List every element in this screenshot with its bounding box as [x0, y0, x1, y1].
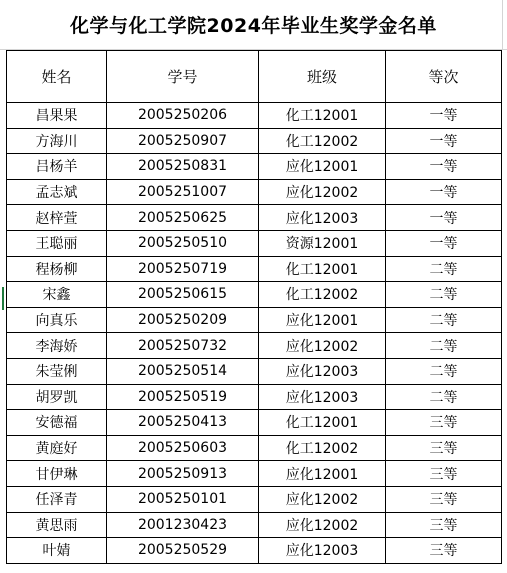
- cell-class[interactable]: 化工12002: [259, 128, 386, 154]
- cell-name[interactable]: 任泽青: [7, 486, 107, 512]
- table-row: [7, 435, 502, 461]
- table-row: [7, 358, 502, 384]
- table-row: [7, 256, 502, 282]
- table-row: [7, 461, 502, 487]
- cell-student-id[interactable]: 2005250719: [107, 256, 259, 282]
- table-row: [7, 154, 502, 180]
- cell-student-id[interactable]: 2005250519: [107, 384, 259, 410]
- cell-class[interactable]: 应化12001: [259, 461, 386, 487]
- table-row: [7, 128, 502, 154]
- selected-cell-indicator: [2, 287, 4, 310]
- table-row: [7, 333, 502, 359]
- cell-student-id[interactable]: 2005250529: [107, 538, 259, 564]
- table-row: [7, 103, 502, 129]
- cell-class[interactable]: 资源12001: [259, 230, 386, 256]
- cell-student-id[interactable]: 2005250413: [107, 410, 259, 436]
- cell-name[interactable]: 安德福: [7, 410, 107, 436]
- table-row: [7, 384, 502, 410]
- cell-grade[interactable]: 三等: [386, 538, 502, 564]
- cell-class[interactable]: 应化12002: [259, 179, 386, 205]
- cell-student-id[interactable]: 2005250831: [107, 154, 259, 180]
- cell-grade[interactable]: 三等: [386, 410, 502, 436]
- table-row: [7, 307, 502, 333]
- cell-name[interactable]: 昌果果: [7, 103, 107, 129]
- cell-name[interactable]: 叶婧: [7, 538, 107, 564]
- table-row: [7, 282, 502, 308]
- table-row: [7, 410, 502, 436]
- cell-student-id[interactable]: 2005250625: [107, 205, 259, 231]
- cell-student-id[interactable]: 2005251007: [107, 179, 259, 205]
- cell-name[interactable]: 向真乐: [7, 307, 107, 333]
- cell-class[interactable]: 化工12002: [259, 435, 386, 461]
- cell-student-id[interactable]: 2005250603: [107, 435, 259, 461]
- cell-class[interactable]: 应化12002: [259, 512, 386, 538]
- cell-grade[interactable]: 一等: [386, 205, 502, 231]
- cell-grade[interactable]: 三等: [386, 461, 502, 487]
- cell-class[interactable]: 应化12001: [259, 307, 386, 333]
- cell-name[interactable]: 赵梓萱: [7, 205, 107, 231]
- header-grade[interactable]: 等次: [386, 51, 502, 103]
- cell-grade[interactable]: 二等: [386, 256, 502, 282]
- cell-name[interactable]: 甘伊琳: [7, 461, 107, 487]
- cell-name[interactable]: 孟志斌: [7, 179, 107, 205]
- cell-student-id[interactable]: 2005250907: [107, 128, 259, 154]
- cell-class[interactable]: 应化12003: [259, 384, 386, 410]
- header-student-id[interactable]: 学号: [107, 51, 259, 103]
- cell-grade[interactable]: 二等: [386, 333, 502, 359]
- cell-name[interactable]: 王聪丽: [7, 230, 107, 256]
- cell-grade[interactable]: 二等: [386, 282, 502, 308]
- cell-class[interactable]: 应化12003: [259, 538, 386, 564]
- cell-name[interactable]: 胡罗凯: [7, 384, 107, 410]
- cell-class[interactable]: 化工12002: [259, 282, 386, 308]
- cell-grade[interactable]: 一等: [386, 128, 502, 154]
- cell-student-id[interactable]: 2005250209: [107, 307, 259, 333]
- cell-grade[interactable]: 二等: [386, 384, 502, 410]
- cell-student-id[interactable]: 2001230423: [107, 512, 259, 538]
- cell-name[interactable]: 程杨柳: [7, 256, 107, 282]
- cell-grade[interactable]: 二等: [386, 358, 502, 384]
- cell-class[interactable]: 应化12001: [259, 154, 386, 180]
- scholarship-table: [6, 50, 502, 564]
- cell-name[interactable]: 朱莹俐: [7, 358, 107, 384]
- cell-class[interactable]: 应化12002: [259, 486, 386, 512]
- cell-grade[interactable]: 三等: [386, 435, 502, 461]
- cell-name[interactable]: 方海川: [7, 128, 107, 154]
- cell-student-id[interactable]: 2005250101: [107, 486, 259, 512]
- cell-name[interactable]: 黄思雨: [7, 512, 107, 538]
- cell-name[interactable]: 黄庭好: [7, 435, 107, 461]
- cell-student-id[interactable]: 2005250514: [107, 358, 259, 384]
- cell-grade[interactable]: 三等: [386, 512, 502, 538]
- table-row: [7, 486, 502, 512]
- cell-grade[interactable]: 一等: [386, 154, 502, 180]
- cell-class[interactable]: 应化12002: [259, 333, 386, 359]
- cell-student-id[interactable]: 2005250510: [107, 230, 259, 256]
- table-row: [7, 512, 502, 538]
- cell-grade[interactable]: 一等: [386, 230, 502, 256]
- cell-name[interactable]: 宋鑫: [7, 282, 107, 308]
- cell-student-id[interactable]: 2005250913: [107, 461, 259, 487]
- cell-class[interactable]: 应化12003: [259, 358, 386, 384]
- grid-line: [502, 0, 503, 50]
- table-body: [7, 103, 502, 564]
- table-row: [7, 538, 502, 564]
- header-row: [7, 51, 502, 103]
- table-row: [7, 230, 502, 256]
- cell-student-id[interactable]: 2005250206: [107, 103, 259, 129]
- title-cell[interactable]: [0, 0, 507, 50]
- cell-class[interactable]: 化工12001: [259, 410, 386, 436]
- cell-student-id[interactable]: 2005250615: [107, 282, 259, 308]
- bottom-strip: [0, 567, 507, 573]
- cell-grade[interactable]: 二等: [386, 307, 502, 333]
- cell-grade[interactable]: 一等: [386, 103, 502, 129]
- table-row: [7, 179, 502, 205]
- sheet-title: 化学与化工学院2024年毕业生奖学金名单: [70, 15, 437, 37]
- cell-grade[interactable]: 一等: [386, 179, 502, 205]
- cell-class[interactable]: 化工12001: [259, 103, 386, 129]
- cell-name[interactable]: 吕杨羊: [7, 154, 107, 180]
- table-row: [7, 205, 502, 231]
- header-class[interactable]: 班级: [259, 51, 386, 103]
- cell-class[interactable]: 化工12001: [259, 256, 386, 282]
- cell-name[interactable]: 李海娇: [7, 333, 107, 359]
- cell-class[interactable]: 应化12003: [259, 205, 386, 231]
- header-name[interactable]: 姓名: [7, 51, 107, 103]
- cell-grade[interactable]: 三等: [386, 486, 502, 512]
- cell-student-id[interactable]: 2005250732: [107, 333, 259, 359]
